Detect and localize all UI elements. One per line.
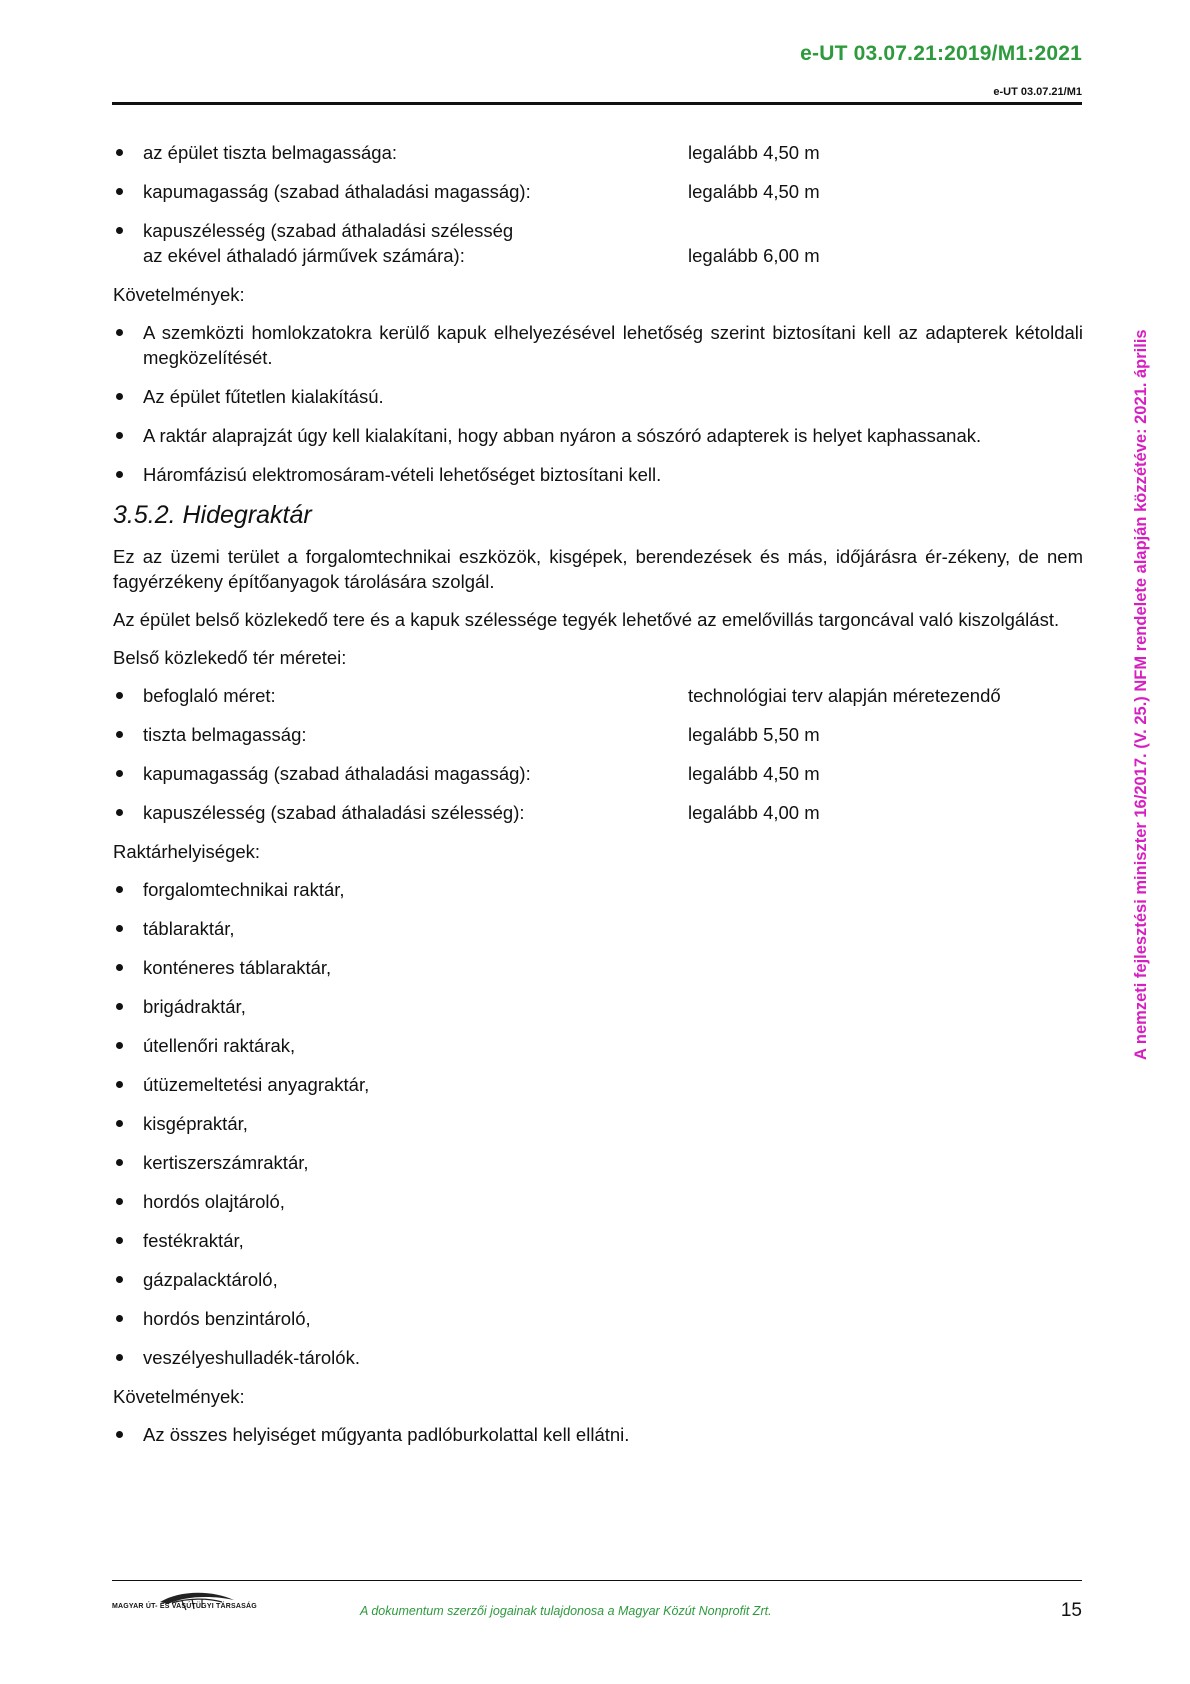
room-text: forgalomtechnikai raktár, [143, 879, 345, 900]
requirements-label: Követelmények: [113, 1386, 245, 1407]
requirement-text: Az összes helyiséget műgyanta padlóburkolattal kell ellátni. [143, 1424, 630, 1445]
room-item [113, 1189, 1083, 1214]
society-logo-text: MAGYAR ÚT- ÉS VASÚTÜGYI TÁRSASÁG [112, 1603, 257, 1610]
requirement-text: A raktár alaprajzát úgy kell kialakítani, hogy abban nyáron a sószóró adapterek is helyet kaphassanak. [143, 425, 982, 446]
side-publication-note: A nemzeti fejlesztési miniszter 16/2017. (V. 25.) NFM rendelete alapján közzétéve: 2021. április [1132, 329, 1150, 1060]
bullet-icon [116, 1431, 123, 1438]
requirement-text: Háromfázisú elektromosáram-vételi lehetőséget biztosítani kell. [143, 464, 662, 485]
bullet-icon [116, 329, 123, 336]
header-rule [112, 102, 1082, 105]
spec-label: kapumagasság (szabad áthaladási magasság): [143, 181, 531, 202]
copyright-notice: A dokumentum szerzői jogainak tulajdonosa a Magyar Közút Nonprofit Zrt. [360, 1604, 772, 1618]
section-heading: 3.5.2. Hidegraktár [113, 501, 312, 529]
room-item [113, 1033, 1083, 1058]
bullet-icon [116, 1003, 123, 1010]
requirement-item [113, 462, 1083, 487]
rooms-label: Raktárhelyiségek: [113, 841, 261, 862]
bullet-icon [116, 1315, 123, 1322]
bullet-icon [116, 1198, 123, 1205]
bullet-icon [116, 393, 123, 400]
bullet-icon [116, 1120, 123, 1127]
dimension-item [113, 800, 1083, 825]
dimension-value: technológiai terv alapján méretezendő [688, 685, 1001, 706]
spec-value: legalább 6,00 m [688, 245, 820, 266]
spec-label: az épület tiszta belmagassága: [143, 142, 398, 163]
paragraph: Az épület belső közlekedő tere és a kapuk szélessége tegyék lehetővé az emelővillás targoncával való kiszolgálást. [113, 609, 1060, 630]
room-text: gázpalacktároló, [143, 1269, 278, 1290]
room-item [113, 1072, 1083, 1097]
room-text: hordós benzintároló, [143, 1308, 311, 1329]
document-code-small: e-UT 03.07.21/M1 [993, 86, 1082, 98]
dimensions-label: Belső közlekedő tér méretei: [113, 647, 347, 668]
dimension-label: kapumagasság (szabad áthaladási magasság): [143, 763, 531, 784]
room-text: útellenőri raktárak, [143, 1035, 296, 1056]
room-item [113, 1267, 1083, 1292]
room-item [113, 955, 1083, 980]
room-item [113, 1228, 1083, 1253]
room-text: festékraktár, [143, 1230, 244, 1251]
dimension-label: kapuszélesség (szabad áthaladási szélesség): [143, 802, 525, 823]
dimension-value: legalább 4,00 m [688, 802, 820, 823]
dimension-value: legalább 4,50 m [688, 763, 820, 784]
dimension-item [113, 683, 1083, 708]
spec-item [113, 179, 1083, 204]
bullet-icon [116, 149, 123, 156]
bullet-icon [116, 1159, 123, 1166]
room-item [113, 916, 1083, 941]
bullet-icon [116, 925, 123, 932]
bullet-icon [116, 1042, 123, 1049]
dimension-label: befoglaló méret: [143, 685, 276, 706]
spec-item [113, 140, 1083, 165]
bullet-icon [116, 1276, 123, 1283]
bullet-icon [116, 809, 123, 816]
room-text: brigádraktár, [143, 996, 246, 1017]
requirement-text: Az épület fűtetlen kialakítású. [143, 386, 384, 407]
bullet-icon [116, 471, 123, 478]
room-text: táblaraktár, [143, 918, 235, 939]
bullet-icon [116, 1354, 123, 1361]
requirement-item [113, 423, 1083, 448]
room-item [113, 1150, 1083, 1175]
bullet-icon [116, 1237, 123, 1244]
paragraph: Ez az üzemi terület a forgalomtechnikai eszközök, kisgépek, berendezések és más, időjárásra ér-zékeny, de nem fagyérzékeny építőanyagok tárolására szolgál. [113, 546, 1083, 592]
spec-value: legalább 4,50 m [688, 142, 820, 163]
spec-label: kapuszélesség (szabad áthaladási szélesség az ekével áthaladó járművek számára): [143, 220, 514, 266]
footer-rule [112, 1580, 1082, 1581]
room-item [113, 1345, 1083, 1370]
room-item [113, 877, 1083, 902]
bullet-icon [116, 227, 123, 234]
room-text: kertiszerszámraktár, [143, 1152, 309, 1173]
requirement-item [113, 320, 1083, 370]
room-item [113, 994, 1083, 1019]
room-text: hordós olajtároló, [143, 1191, 285, 1212]
page-content [113, 140, 1083, 1461]
document-code: e-UT 03.07.21:2019/M1:2021 [800, 42, 1082, 65]
bullet-icon [116, 1081, 123, 1088]
dimension-label: tiszta belmagasság: [143, 724, 307, 745]
requirement-item [113, 1422, 1083, 1447]
room-item [113, 1111, 1083, 1136]
dimension-item [113, 722, 1083, 747]
bullet-icon [116, 964, 123, 971]
bullet-icon [116, 886, 123, 893]
room-text: útüzemeltetési anyagraktár, [143, 1074, 370, 1095]
bullet-icon [116, 188, 123, 195]
requirement-text: A szemközti homlokzatokra kerülő kapuk elhelyezésével lehetőség szerint biztosítani kell az adapterek kétoldali megközelítését. [143, 322, 1083, 368]
spec-item [113, 218, 1083, 268]
bullet-icon [116, 432, 123, 439]
room-text: veszélyeshulladék-tárolók. [143, 1347, 360, 1368]
requirements-label: Követelmények: [113, 284, 245, 305]
bullet-icon [116, 731, 123, 738]
page-number: 15 [1060, 1600, 1082, 1621]
dimension-value: legalább 5,50 m [688, 724, 820, 745]
room-text: kisgépraktár, [143, 1113, 248, 1134]
dimension-item [113, 761, 1083, 786]
bullet-icon [116, 770, 123, 777]
spec-value: legalább 4,50 m [688, 181, 820, 202]
requirement-item [113, 384, 1083, 409]
bullet-icon [116, 692, 123, 699]
room-item [113, 1306, 1083, 1331]
room-text: konténeres táblaraktár, [143, 957, 332, 978]
